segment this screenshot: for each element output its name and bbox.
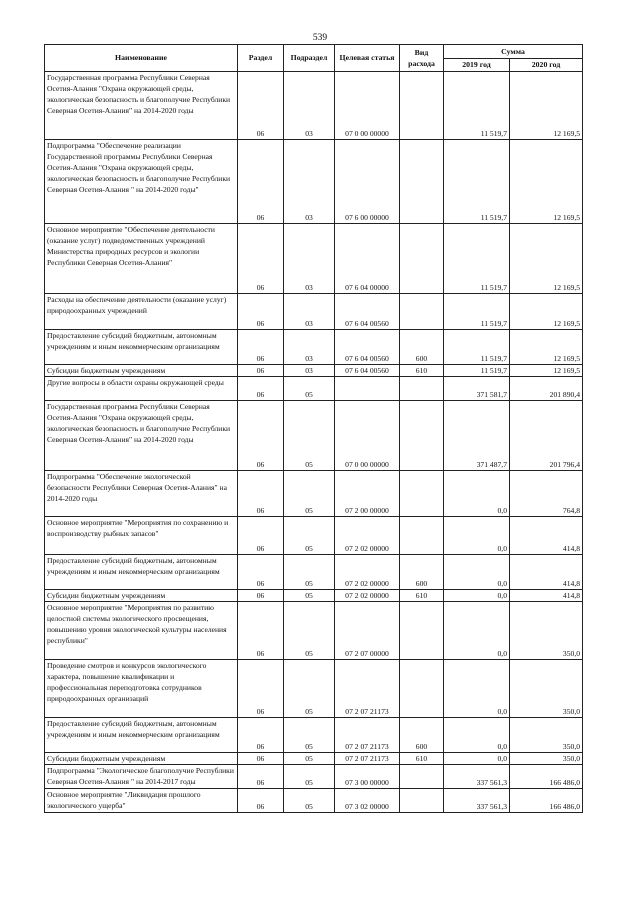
row-sum-2020: 201 890,4 bbox=[510, 377, 583, 401]
table-row bbox=[45, 471, 583, 517]
row-sum-2019: 11 519,7 bbox=[444, 365, 510, 377]
row-sum-2019: 0,0 bbox=[444, 471, 510, 517]
row-sum-2020: 350,0 bbox=[510, 718, 583, 753]
header-expense-type: Вид расхода bbox=[400, 45, 444, 72]
row-expense-type bbox=[400, 471, 444, 517]
table-row bbox=[45, 590, 583, 602]
row-target-article: 07 0 00 00000 bbox=[335, 72, 400, 140]
row-subsection: 03 bbox=[284, 224, 335, 294]
row-sum-2019: 0,0 bbox=[444, 602, 510, 660]
row-sum-2020: 166 486,0 bbox=[510, 789, 583, 813]
row-section: 06 bbox=[238, 330, 284, 365]
row-section: 06 bbox=[238, 602, 284, 660]
row-target-article: 07 2 00 00000 bbox=[335, 471, 400, 517]
row-subsection: 03 bbox=[284, 330, 335, 365]
row-expense-type bbox=[400, 377, 444, 401]
row-section: 06 bbox=[238, 555, 284, 590]
row-expense-type bbox=[400, 602, 444, 660]
table-row bbox=[45, 330, 583, 365]
table-body bbox=[45, 72, 583, 813]
row-subsection: 05 bbox=[284, 753, 335, 765]
row-expense-type: 610 bbox=[400, 753, 444, 765]
table-row bbox=[45, 753, 583, 765]
table-row bbox=[45, 718, 583, 753]
row-target-article bbox=[335, 377, 400, 401]
table-row bbox=[45, 72, 583, 140]
row-expense-type bbox=[400, 224, 444, 294]
row-sum-2019: 11 519,7 bbox=[444, 294, 510, 330]
table-row bbox=[45, 660, 583, 718]
header-year-2019: 2019 год bbox=[444, 59, 510, 72]
row-target-article: 07 3 00 00000 bbox=[335, 765, 400, 789]
table-row bbox=[45, 789, 583, 813]
row-subsection: 05 bbox=[284, 517, 335, 555]
row-sum-2019: 0,0 bbox=[444, 753, 510, 765]
row-expense-type bbox=[400, 789, 444, 813]
row-name: Основное мероприятие "Мероприятия по развитию целостной системы экологического просвещения, повышению уровня экологической культуры населения республики" bbox=[45, 602, 238, 660]
row-subsection: 03 bbox=[284, 140, 335, 224]
header-sum: Сумма bbox=[444, 45, 583, 59]
row-sum-2019: 0,0 bbox=[444, 555, 510, 590]
row-section: 06 bbox=[238, 765, 284, 789]
row-name: Государственная программа Республики Северная Осетия-Алания "Охрана окружающей среды, экологическая безопасность и благополучие Республики Северная Осетия-Алания" на 2014-2020 годы bbox=[45, 401, 238, 471]
row-subsection: 05 bbox=[284, 660, 335, 718]
header-year-2020: 2020 год bbox=[510, 59, 583, 72]
row-section: 06 bbox=[238, 72, 284, 140]
row-sum-2019: 337 561,3 bbox=[444, 789, 510, 813]
row-sum-2020: 350,0 bbox=[510, 660, 583, 718]
row-subsection: 03 bbox=[284, 365, 335, 377]
row-expense-type: 600 bbox=[400, 718, 444, 753]
row-sum-2020: 12 169,5 bbox=[510, 140, 583, 224]
row-subsection: 03 bbox=[284, 294, 335, 330]
row-name: Субсидии бюджетным учреждениям bbox=[45, 590, 238, 602]
row-target-article: 07 6 04 00000 bbox=[335, 224, 400, 294]
row-target-article: 07 3 02 00000 bbox=[335, 789, 400, 813]
table-row bbox=[45, 602, 583, 660]
row-section: 06 bbox=[238, 471, 284, 517]
row-name: Предоставление субсидий бюджетным, автономным учреждениям и иным некоммерческим организациям bbox=[45, 330, 238, 365]
table-row bbox=[45, 294, 583, 330]
row-name: Подпрограмма "Обеспечение реализации Государственной программы Республики Северная Осетия-Алания "Охрана окружающей среды, экологическая безопасность и благополучие Республики Северная Осетия-Алания " на 2014-2020 годы" bbox=[45, 140, 238, 224]
row-section: 06 bbox=[238, 140, 284, 224]
row-expense-type: 600 bbox=[400, 555, 444, 590]
row-section: 06 bbox=[238, 590, 284, 602]
row-section: 06 bbox=[238, 224, 284, 294]
row-subsection: 05 bbox=[284, 401, 335, 471]
row-section: 06 bbox=[238, 660, 284, 718]
row-sum-2020: 12 169,5 bbox=[510, 294, 583, 330]
row-sum-2020: 12 169,5 bbox=[510, 72, 583, 140]
row-expense-type bbox=[400, 72, 444, 140]
row-expense-type bbox=[400, 140, 444, 224]
row-subsection: 05 bbox=[284, 718, 335, 753]
table-row bbox=[45, 365, 583, 377]
row-sum-2020: 12 169,5 bbox=[510, 365, 583, 377]
row-section: 06 bbox=[238, 753, 284, 765]
row-name: Субсидии бюджетным учреждениям bbox=[45, 753, 238, 765]
row-sum-2019: 371 487,7 bbox=[444, 401, 510, 471]
row-sum-2019: 0,0 bbox=[444, 517, 510, 555]
row-subsection: 05 bbox=[284, 377, 335, 401]
row-expense-type: 610 bbox=[400, 590, 444, 602]
row-section: 06 bbox=[238, 517, 284, 555]
row-sum-2020: 414,8 bbox=[510, 555, 583, 590]
table-row bbox=[45, 517, 583, 555]
budget-table bbox=[44, 44, 583, 813]
row-sum-2019: 0,0 bbox=[444, 590, 510, 602]
row-target-article: 07 2 07 21173 bbox=[335, 718, 400, 753]
row-target-article: 07 0 00 00000 bbox=[335, 401, 400, 471]
row-target-article: 07 2 07 21173 bbox=[335, 753, 400, 765]
row-target-article: 07 6 00 00000 bbox=[335, 140, 400, 224]
row-name: Расходы на обеспечение деятельности (оказание услуг) природоохранных учреждений bbox=[45, 294, 238, 330]
table-row bbox=[45, 224, 583, 294]
row-subsection: 05 bbox=[284, 555, 335, 590]
row-name: Основное мероприятие "Ликвидация прошлого экологического ущерба" bbox=[45, 789, 238, 813]
row-subsection: 05 bbox=[284, 765, 335, 789]
row-name: Предоставление субсидий бюджетным, автономным учреждениям и иным некоммерческим организациям bbox=[45, 555, 238, 590]
table-row bbox=[45, 140, 583, 224]
row-section: 06 bbox=[238, 789, 284, 813]
row-subsection: 05 bbox=[284, 789, 335, 813]
row-target-article: 07 6 04 00560 bbox=[335, 294, 400, 330]
row-sum-2020: 201 796,4 bbox=[510, 401, 583, 471]
row-section: 06 bbox=[238, 294, 284, 330]
row-sum-2019: 11 519,7 bbox=[444, 224, 510, 294]
row-name: Субсидии бюджетным учреждениям bbox=[45, 365, 238, 377]
table-row bbox=[45, 401, 583, 471]
row-name: Другие вопросы в области охраны окружающей среды bbox=[45, 377, 238, 401]
header-name: Наименование bbox=[45, 45, 238, 72]
table-header bbox=[45, 45, 583, 72]
row-sum-2020: 350,0 bbox=[510, 753, 583, 765]
row-sum-2019: 337 561,3 bbox=[444, 765, 510, 789]
row-target-article: 07 6 04 00560 bbox=[335, 365, 400, 377]
header-target-article: Целевая статья bbox=[335, 45, 400, 72]
row-sum-2019: 11 519,7 bbox=[444, 140, 510, 224]
row-expense-type bbox=[400, 517, 444, 555]
row-section: 06 bbox=[238, 365, 284, 377]
row-section: 06 bbox=[238, 718, 284, 753]
header-subsection: Подраздел bbox=[284, 45, 335, 72]
row-target-article: 07 2 02 00000 bbox=[335, 517, 400, 555]
row-sum-2020: 12 169,5 bbox=[510, 224, 583, 294]
row-sum-2020: 414,8 bbox=[510, 517, 583, 555]
table-row bbox=[45, 555, 583, 590]
row-target-article: 07 2 02 00000 bbox=[335, 555, 400, 590]
row-sum-2019: 371 581,7 bbox=[444, 377, 510, 401]
row-sum-2020: 414,8 bbox=[510, 590, 583, 602]
row-sum-2019: 11 519,7 bbox=[444, 72, 510, 140]
row-subsection: 05 bbox=[284, 602, 335, 660]
row-sum-2020: 764,8 bbox=[510, 471, 583, 517]
row-expense-type bbox=[400, 765, 444, 789]
row-expense-type: 600 bbox=[400, 330, 444, 365]
row-target-article: 07 2 07 00000 bbox=[335, 602, 400, 660]
row-expense-type: 610 bbox=[400, 365, 444, 377]
row-target-article: 07 6 04 00560 bbox=[335, 330, 400, 365]
row-target-article: 07 2 02 00000 bbox=[335, 590, 400, 602]
header-section: Раздел bbox=[238, 45, 284, 72]
row-sum-2020: 350,0 bbox=[510, 602, 583, 660]
row-name: Подпрограмма "Экологическое благополучие Республики Северная Осетия-Алания " на 2014-2017 годы bbox=[45, 765, 238, 789]
row-sum-2020: 12 169,5 bbox=[510, 330, 583, 365]
row-sum-2019: 0,0 bbox=[444, 718, 510, 753]
row-expense-type bbox=[400, 660, 444, 718]
row-sum-2019: 0,0 bbox=[444, 660, 510, 718]
row-sum-2019: 11 519,7 bbox=[444, 330, 510, 365]
table-row bbox=[45, 377, 583, 401]
row-expense-type bbox=[400, 294, 444, 330]
row-subsection: 05 bbox=[284, 590, 335, 602]
row-name: Подпрограмма "Обеспечение экологической безопасности Республики Северная Осетия-Алания" на 2014-2020 годы bbox=[45, 471, 238, 517]
row-name: Основное мероприятие "Мероприятия по сохранению и воспроизводству рыбных запасов" bbox=[45, 517, 238, 555]
row-name: Предоставление субсидий бюджетным, автономным учреждениям и иным некоммерческим организациям bbox=[45, 718, 238, 753]
page-number: 539 bbox=[312, 33, 328, 43]
row-name: Основное мероприятие "Обеспечение деятельности (оказание услуг) подведомственных учреждений Министерства природных ресурсов и экологии Республики Северная Осетия-Алания" bbox=[45, 224, 238, 294]
row-sum-2020: 166 486,0 bbox=[510, 765, 583, 789]
row-section: 06 bbox=[238, 401, 284, 471]
row-name: Государственная программа Республики Северная Осетия-Алания "Охрана окружающей среды, экологическая безопасность и благополучие Республики Северная Осетия-Алания" на 2014-2020 годы bbox=[45, 72, 238, 140]
table-row bbox=[45, 765, 583, 789]
row-target-article: 07 2 07 21173 bbox=[335, 660, 400, 718]
row-subsection: 05 bbox=[284, 471, 335, 517]
row-section: 06 bbox=[238, 377, 284, 401]
row-name: Проведение смотров и конкурсов экологического характера, повышение квалификации и профессиональная переподготовка сотрудников природоохранных организаций bbox=[45, 660, 238, 718]
row-expense-type bbox=[400, 401, 444, 471]
row-subsection: 03 bbox=[284, 72, 335, 140]
